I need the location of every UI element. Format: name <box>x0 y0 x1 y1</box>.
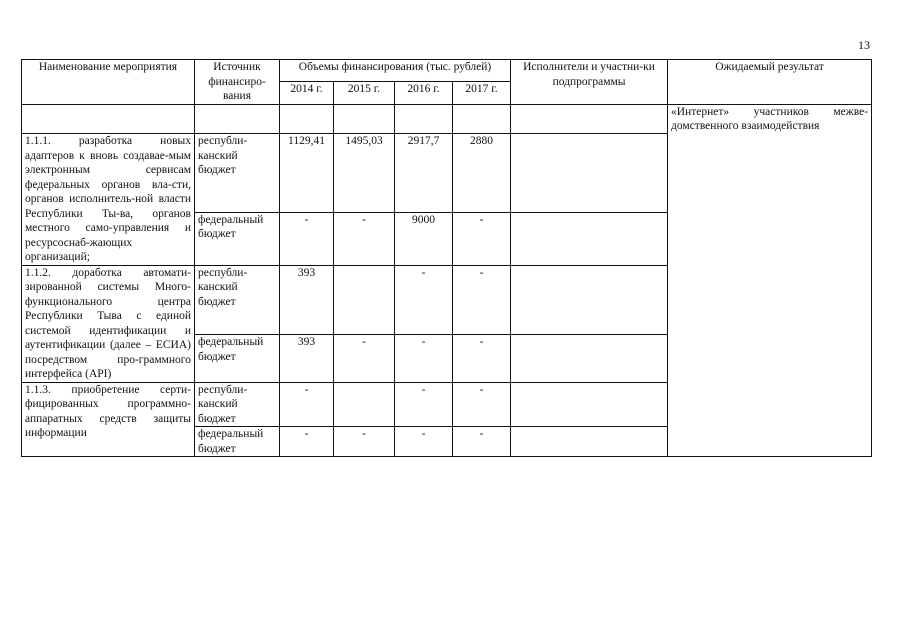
value-2014: - <box>280 382 334 427</box>
executors-cell <box>511 134 668 213</box>
executors-cell <box>511 212 668 265</box>
header-year-2017: 2017 г. <box>453 82 511 104</box>
value-2015: - <box>334 427 395 457</box>
value-2017: - <box>453 382 511 427</box>
funding-source: республи-канский бюджет <box>195 134 280 213</box>
header-year-2016: 2016 г. <box>395 82 453 104</box>
value-2017: 2880 <box>453 134 511 213</box>
activity-name: 1.1.1. разработка новых адаптеров к вновь создавае-мым электронным сервисам федеральных органов вла-сти, органов исполнитель-ной власти Республики Ты-ва, органов местного само-управления и ресурсоснаб-жающих организаций; <box>22 134 195 266</box>
funding-source: федеральный бюджет <box>195 427 280 457</box>
header-year-2014: 2014 г. <box>280 82 334 104</box>
result-cell: «Интернет» участников межве-домственного взаимодействия <box>668 104 872 134</box>
executors-cell <box>511 382 668 427</box>
value-2014: - <box>280 427 334 457</box>
result-cell-continued <box>668 134 872 457</box>
header-source: Источник финансиро-вания <box>195 60 280 105</box>
value-2015: - <box>334 335 395 382</box>
funding-source: федеральный бюджет <box>195 212 280 265</box>
value-2015: - <box>334 212 395 265</box>
value-2014: 1129,41 <box>280 134 334 213</box>
executors-cell <box>511 265 668 335</box>
value-2016: - <box>395 382 453 427</box>
funding-source: республи-канский бюджет <box>195 382 280 427</box>
funding-source: федеральный бюджет <box>195 335 280 382</box>
executors-cell <box>511 427 668 457</box>
header-volume: Объемы финансирования (тыс. рублей) <box>280 60 511 82</box>
executors-cell <box>511 335 668 382</box>
value-2014: - <box>280 212 334 265</box>
value-2017: - <box>453 212 511 265</box>
page-number: 13 <box>858 38 870 52</box>
financing-table <box>21 59 872 457</box>
value-2014: 393 <box>280 265 334 335</box>
value-2015 <box>334 265 395 335</box>
header-year-2015: 2015 г. <box>334 82 395 104</box>
value-2016: 2917,7 <box>395 134 453 213</box>
value-2015 <box>334 382 395 427</box>
value-2015: 1495,03 <box>334 134 395 213</box>
continuation-row <box>22 104 872 134</box>
header-result: Ожидаемый результат <box>668 60 872 105</box>
header-name: Наименование мероприятия <box>22 60 195 105</box>
activity-name: 1.1.3. приобретение серти-фицированных программно-аппаратных средств защиты информации <box>22 382 195 457</box>
header-executors: Исполнители и участни-ки подпрограммы <box>511 60 668 105</box>
value-2016: - <box>395 427 453 457</box>
value-2017: - <box>453 335 511 382</box>
table-row <box>22 134 872 213</box>
value-2017: - <box>453 265 511 335</box>
value-2017: - <box>453 427 511 457</box>
value-2016: 9000 <box>395 212 453 265</box>
funding-source: республи-канский бюджет <box>195 265 280 335</box>
value-2016: - <box>395 265 453 335</box>
value-2016: - <box>395 335 453 382</box>
activity-name: 1.1.2. доработка автомати-зированной системы Много-функционального центра Республики Тыва с единой системой идентификации и аутентификации (далее – ЕСИА) посредством про-граммного интерфейса (API) <box>22 265 195 382</box>
value-2014: 393 <box>280 335 334 382</box>
